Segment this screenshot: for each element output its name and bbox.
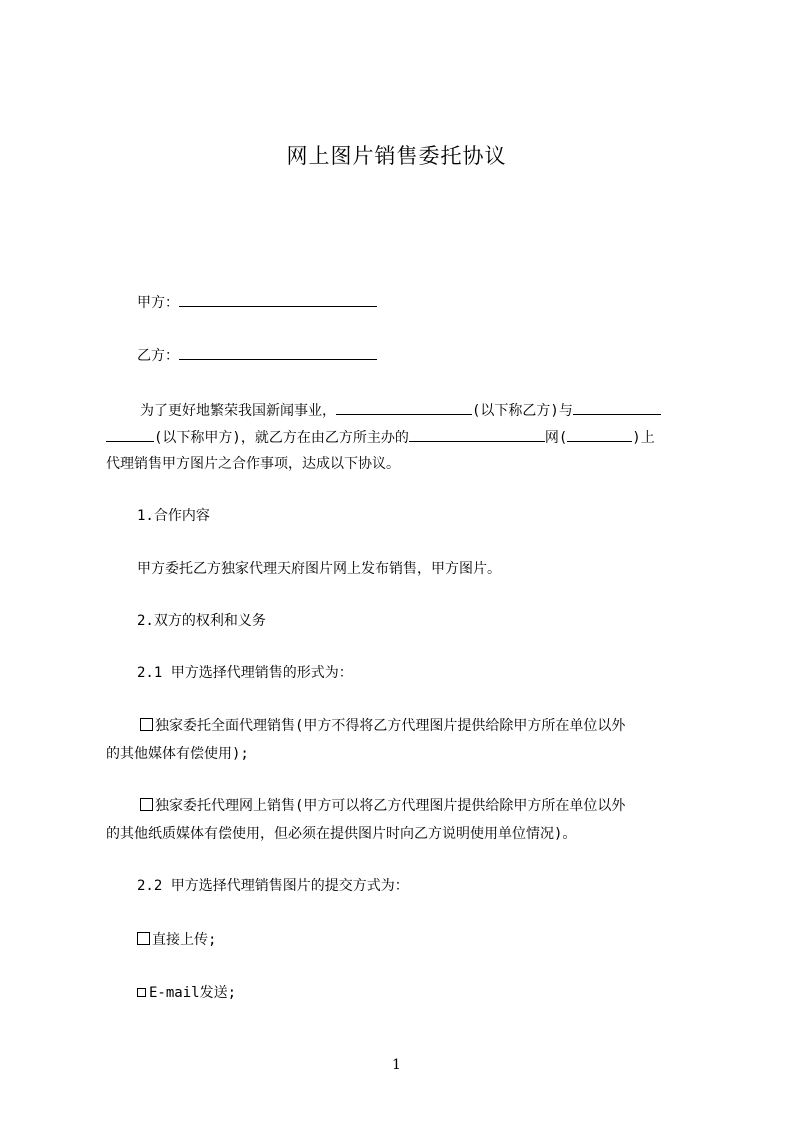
section-2-2-heading: 2.2 甲方选择代理销售图片的提交方式为： <box>137 878 409 894</box>
party-b-label: 乙方： <box>137 348 179 364</box>
option-2-line-1 <box>140 798 625 814</box>
submit-option-1-text: 直接上传; <box>152 932 217 948</box>
party-b-blank <box>179 346 377 360</box>
intro-blank-site-name <box>409 428 545 442</box>
intro-text-1: 为了更好地繁荣我国新闻事业， <box>140 403 336 419</box>
intro-blank-party-b <box>336 401 472 415</box>
intro-text-2: (以下称乙方)与 <box>472 403 573 419</box>
option-1-line-2: 的其他媒体有偿使用); <box>106 746 249 762</box>
submit-option-2-text: E-mail发送; <box>149 985 237 1001</box>
intro-line-2 <box>106 428 655 446</box>
section-2-1-heading: 2.1 甲方选择代理销售的形式为： <box>137 665 353 681</box>
section-1-body: 甲方委托乙方独家代理天府图片网上发布销售，甲方图片。 <box>137 561 501 577</box>
intro-blank-site-url <box>567 428 632 442</box>
option-2-text: 独家委托代理网上销售(甲方可以将乙方代理图片提供给除甲方所在单位以外 <box>155 798 626 814</box>
submit-option-1 <box>137 932 216 948</box>
option-1-line-1 <box>140 718 625 734</box>
submit-option-2 <box>137 985 236 1001</box>
option-2-checkbox[interactable] <box>140 798 153 811</box>
intro-blank-party-a-end <box>106 428 154 442</box>
intro-text-3: (以下称甲方)，就乙方在由乙方所主办的 <box>154 430 409 446</box>
option-1-text: 独家委托全面代理销售(甲方不得将乙方代理图片提供给除甲方所在单位以外 <box>155 718 626 734</box>
page-number: 1 <box>392 1057 401 1073</box>
intro-line-1 <box>140 401 661 419</box>
submit-option-1-checkbox[interactable] <box>137 932 150 945</box>
section-1-heading: 1.合作内容 <box>137 508 210 524</box>
intro-text-5: )上 <box>632 430 655 446</box>
submit-option-2-checkbox[interactable] <box>137 988 146 997</box>
option-2-line-2: 的其他纸质媒体有偿使用，但必须在提供图片时向乙方说明使用单位情况)。 <box>106 826 577 842</box>
party-a-blank <box>179 293 377 307</box>
section-2-heading: 2.双方的权利和义务 <box>137 613 266 629</box>
party-b-line <box>137 346 377 364</box>
intro-blank-party-a-start <box>573 401 661 415</box>
option-1-checkbox[interactable] <box>140 718 153 731</box>
document-title: 网上图片销售委托协议 <box>286 144 507 168</box>
intro-line-3: 代理销售甲方图片之合作事项，达成以下协议。 <box>106 456 400 472</box>
party-a-label: 甲方： <box>137 295 179 311</box>
party-a-line <box>137 293 377 311</box>
intro-text-4: 网( <box>544 430 568 446</box>
